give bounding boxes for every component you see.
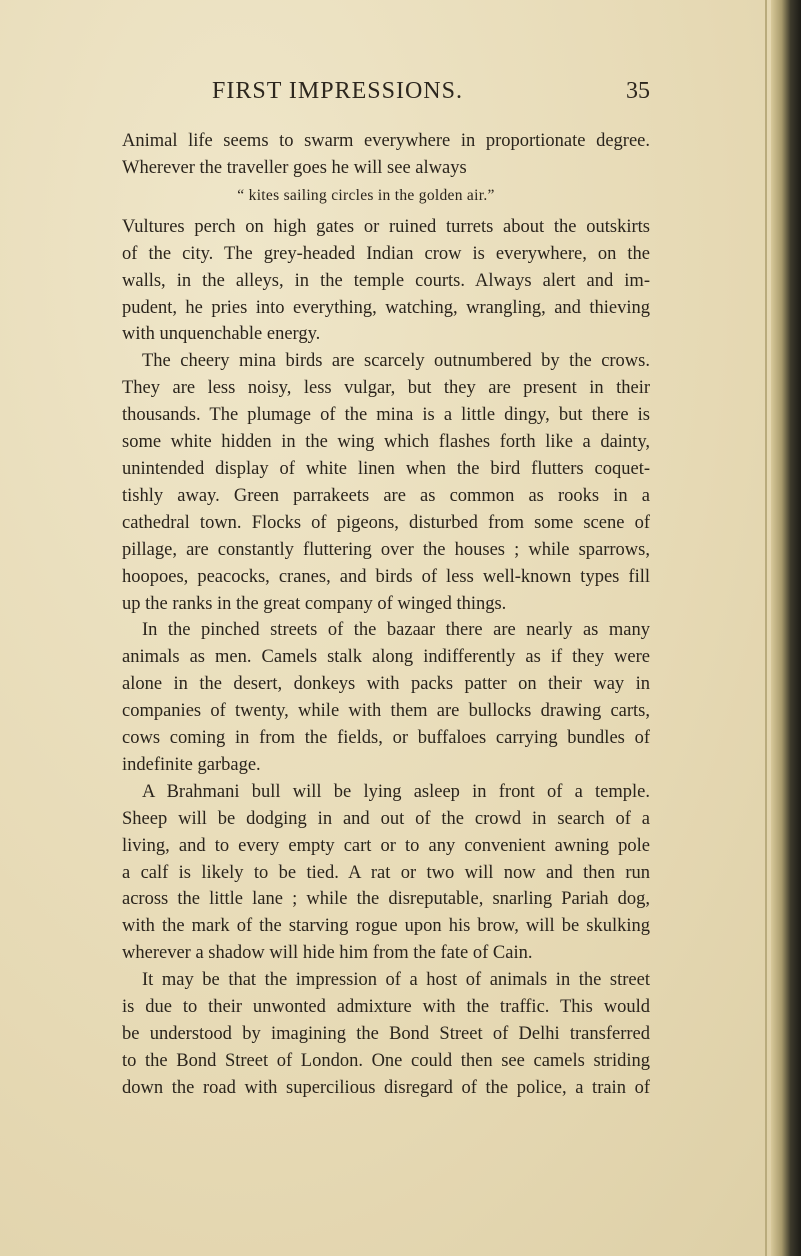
- quotation: “ kites sailing circles in the golden air.”: [237, 186, 495, 204]
- text-line: Wherever the traveller goes he will see always: [122, 157, 467, 178]
- text-line: walls, in the alleys, in the temple courts. Always alert and im-: [122, 270, 650, 291]
- text-line: with the mark of the starving rogue upon his brow, will be skulking: [122, 916, 650, 937]
- text-line: tishly away. Green parrakeets are as common as rooks in a: [122, 485, 650, 506]
- body-text: [122, 128, 650, 1102]
- text-line: with unquenchable energy.: [122, 324, 321, 345]
- text-line: across the little lane ; while the disreputable, snarling Pariah dog,: [122, 889, 650, 910]
- text-line: alone in the desert, donkeys with packs patter on their way in: [122, 674, 650, 695]
- text-line: A Brahmani bull will be lying asleep in front of a temple.: [142, 781, 650, 802]
- text-line: hoopoes, peacocks, cranes, and birds of less well-known types fill: [122, 566, 650, 587]
- text-line: pillage, are constantly fluttering over the houses ; while sparrows,: [122, 539, 650, 560]
- text-line: living, and to every empty cart or to any convenient awning pole: [122, 835, 650, 856]
- text-line: wherever a shadow will hide him from the fate of Cain.: [122, 943, 533, 964]
- page-header: [120, 78, 650, 110]
- text-line: up the ranks in the great company of winged things.: [122, 593, 507, 614]
- text-line: Animal life seems to swarm everywhere in proportionate degree.: [122, 131, 650, 151]
- text-line: Vultures perch on high gates or ruined turrets about the outskirts: [122, 216, 650, 237]
- text-line: animals as men. Camels stalk along indifferently as if they were: [122, 647, 650, 668]
- text-line: to the Bond Street of London. One could then see camels striding: [122, 1050, 650, 1071]
- text-line: cows coming in from the fields, or buffaloes carrying bundles of: [122, 728, 650, 749]
- book-gutter: [771, 0, 801, 1256]
- text-line: down the road with supercilious disregard of the police, a train of: [122, 1077, 650, 1098]
- text-line: indefinite garbage.: [122, 754, 261, 775]
- text-line: In the pinched streets of the bazaar there are nearly as many: [142, 620, 650, 641]
- text-line: It may be that the impression of a host of animals in the street: [142, 970, 650, 991]
- text-line: The cheery mina birds are scarcely outnumbered by the crows.: [142, 351, 650, 372]
- text-line: a calf is likely to be tied. A rat or two will now and then run: [122, 862, 650, 883]
- text-line: companies of twenty, while with them are bullocks drawing carts,: [122, 701, 650, 722]
- text-line: unintended display of white linen when the bird flutters coquet-: [122, 458, 650, 479]
- page-number: 35: [626, 78, 650, 104]
- gutter-shadow-line: [765, 0, 767, 1256]
- text-line: Sheep will be dodging in and out of the crowd in search of a: [122, 808, 650, 829]
- text-line: some white hidden in the wing which flashes forth like a dainty,: [122, 432, 650, 453]
- text-line: cathedral town. Flocks of pigeons, disturbed from some scene of: [122, 512, 650, 533]
- text-line: thousands. The plumage of the mina is a little dingy, but there is: [122, 405, 650, 426]
- running-head: FIRST IMPRESSIONS.: [212, 78, 463, 104]
- text-line: is due to their unwonted admixture with the traffic. This would: [122, 997, 650, 1018]
- text-line: of the city. The grey-headed Indian crow is everywhere, on the: [122, 243, 650, 264]
- text-line: They are less noisy, less vulgar, but they are present in their: [122, 378, 650, 399]
- text-line: be understood by imagining the Bond Street of Delhi transferred: [122, 1024, 650, 1044]
- text-line: pudent, he pries into everything, watching, wrangling, and thieving: [122, 297, 650, 318]
